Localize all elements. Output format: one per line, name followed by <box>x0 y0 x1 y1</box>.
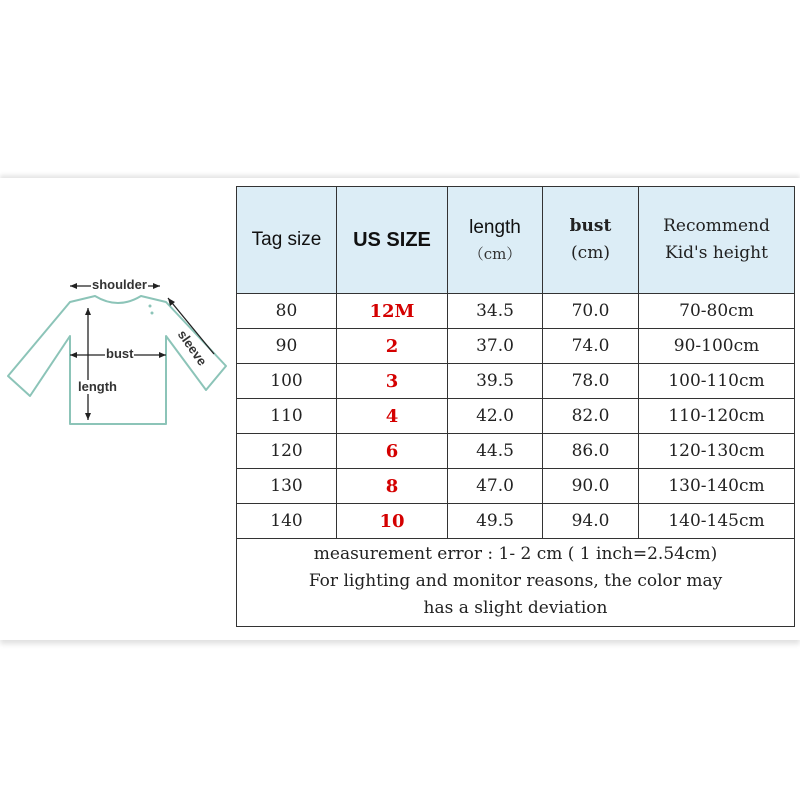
note-line: measurement error : 1- 2 cm ( 1 inch=2.54cm) <box>313 544 718 564</box>
height-cell: 120-130cm <box>639 434 795 469</box>
tag-size-cell: 80 <box>237 294 337 329</box>
us-size-cell: 12M <box>337 294 448 329</box>
table-row <box>237 364 795 399</box>
length-cell: 49.5 <box>448 504 543 539</box>
table-row <box>237 434 795 469</box>
us-size-cell: 10 <box>337 504 448 539</box>
height-cell: 140-145cm <box>639 504 795 539</box>
table-row <box>237 399 795 434</box>
bust-header: bust (cm) <box>543 187 639 294</box>
table-row <box>237 504 795 539</box>
bust-cell: 94.0 <box>543 504 639 539</box>
length-cell: 37.0 <box>448 329 543 364</box>
bust-label: bust <box>106 346 134 361</box>
height-cell: 110-120cm <box>639 399 795 434</box>
height-cell: 100-110cm <box>639 364 795 399</box>
table-row <box>237 294 795 329</box>
length-cell: 47.0 <box>448 469 543 504</box>
bust-cell: 90.0 <box>543 469 639 504</box>
tag-size-cell: 140 <box>237 504 337 539</box>
bust-cell: 82.0 <box>543 399 639 434</box>
size-chart-table <box>236 186 795 627</box>
note-line: For lighting and monitor reasons, the color may <box>308 571 723 591</box>
measurement-note <box>237 539 795 627</box>
bust-cell: 70.0 <box>543 294 639 329</box>
note-line: has a slight deviation <box>423 598 608 618</box>
tag-size-cell: 100 <box>237 364 337 399</box>
height-cell: 90-100cm <box>639 329 795 364</box>
us-size-cell: 6 <box>337 434 448 469</box>
note-row <box>237 539 795 627</box>
bust-cell: 78.0 <box>543 364 639 399</box>
tag-size-cell: 120 <box>237 434 337 469</box>
bust-cell: 74.0 <box>543 329 639 364</box>
us-size-cell: 3 <box>337 364 448 399</box>
length-cell: 42.0 <box>448 399 543 434</box>
table-row <box>237 329 795 364</box>
us-size-cell: 8 <box>337 469 448 504</box>
header-row <box>237 187 795 294</box>
height-cell: 130-140cm <box>639 469 795 504</box>
height-cell: 70-80cm <box>639 294 795 329</box>
bust-cell: 86.0 <box>543 434 639 469</box>
length-header: length （cm） <box>448 187 543 294</box>
length-cell: 39.5 <box>448 364 543 399</box>
shirt-diagram <box>0 186 236 636</box>
shirt-outline-graphic <box>0 186 236 636</box>
sleeve-label: sleeve <box>174 327 210 369</box>
us-size-header: US SIZE <box>337 187 448 294</box>
recommend-height-header: Recommend Kid's height <box>639 187 795 294</box>
tag-size-cell: 130 <box>237 469 337 504</box>
us-size-cell: 4 <box>337 399 448 434</box>
us-size-cell: 2 <box>337 329 448 364</box>
shoulder-label: shoulder <box>92 277 147 292</box>
tag-size-cell: 90 <box>237 329 337 364</box>
tag-size-header: Tag size <box>237 187 337 294</box>
length-label: length <box>78 379 117 394</box>
length-cell: 34.5 <box>448 294 543 329</box>
table-row <box>237 469 795 504</box>
tag-size-cell: 110 <box>237 399 337 434</box>
length-cell: 44.5 <box>448 434 543 469</box>
